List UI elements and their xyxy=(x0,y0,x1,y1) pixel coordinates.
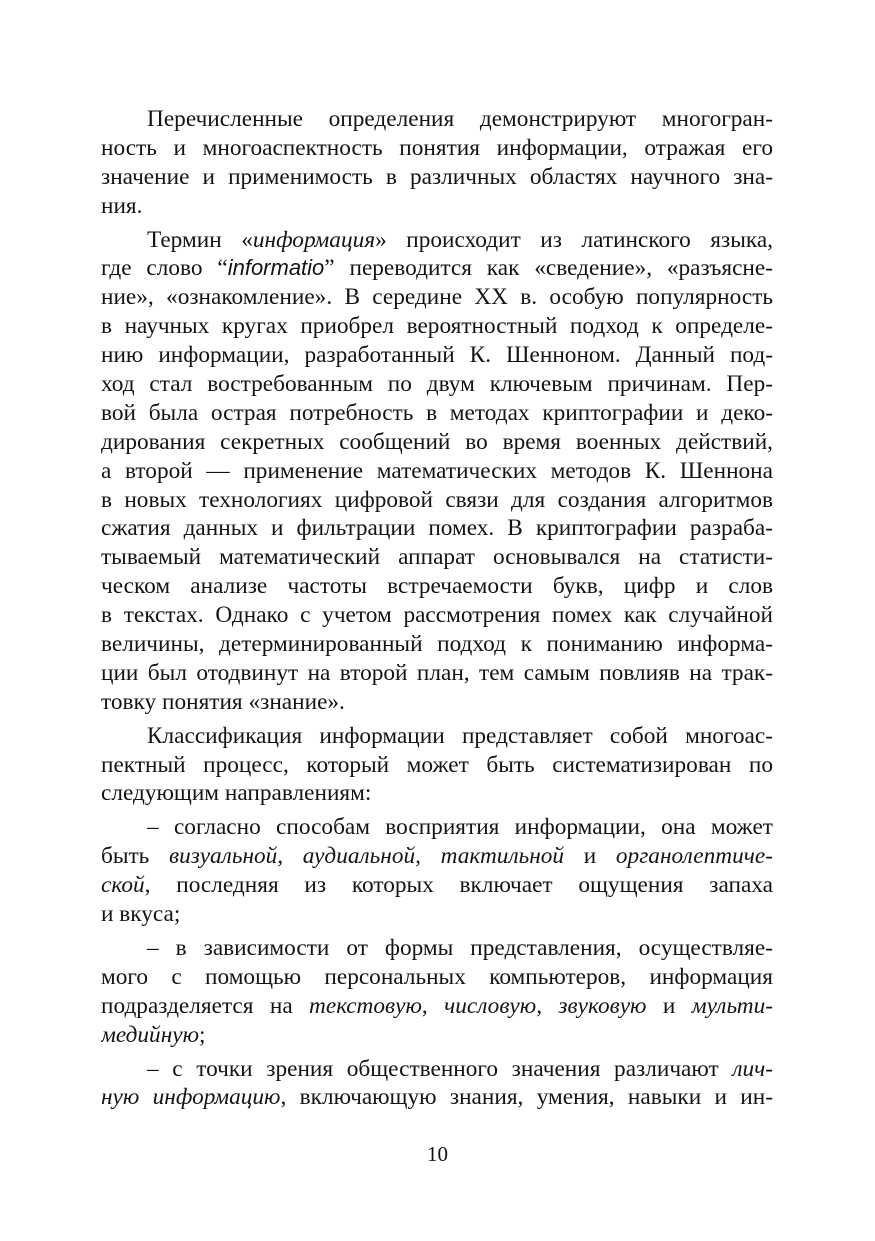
text-line: вой была острая потребность в методах криптографии и деко- xyxy=(101,399,773,426)
text-line: медийную; xyxy=(101,1021,206,1048)
text-line: нию информации, разработанный К. Шенноном. Данный под- xyxy=(101,342,773,369)
text-line: ную информацию, включающую знания, умения, навыки и ин- xyxy=(101,1084,773,1111)
text-line: ческом анализе частоты встречаемости букв, цифр и слов xyxy=(101,573,773,600)
paragraph-3 xyxy=(101,722,773,809)
list-item xyxy=(101,813,773,929)
text-line: подразделяется на текстовую, числовую, звуковую и мульти- xyxy=(101,992,773,1019)
text-line: ность и многоаспектность понятия информации, отражая его xyxy=(101,134,773,161)
list-item xyxy=(101,934,773,1050)
text-line: дирования секретных сообщений во время военных действий, xyxy=(101,428,773,455)
text-line: товку понятия «знание». xyxy=(101,688,345,715)
list-item xyxy=(101,1055,773,1113)
text-line: и вкуса; xyxy=(101,901,181,928)
term-italic: информация xyxy=(252,226,376,253)
text-line: ние», «ознакомление». В середине XX в. особую популярность xyxy=(101,284,773,311)
text-line: тываемый математический аппарат основывался на статисти- xyxy=(101,544,773,571)
text-line: величины, детерминированный подход к пониманию информа- xyxy=(101,631,773,658)
text-line: в научных кругах приобрел вероятностный подход к определе- xyxy=(101,313,773,340)
text-line: пектный процесс, который может быть систематизирован по xyxy=(101,751,773,778)
text-line: Термин «информация» происходит из латинского языка, xyxy=(147,226,773,253)
text-line: – с точки зрения общественного значения различают лич- xyxy=(147,1055,773,1082)
latin-term: informatio xyxy=(227,255,325,281)
text-line: – в зависимости от формы представления, осуществляе- xyxy=(147,934,773,961)
text-line: в текстах. Однако с учетом рассмотрения помех как случайной xyxy=(101,602,773,629)
text-line: ции был отодвинут на второй план, тем самым повлияв на трак- xyxy=(101,659,773,686)
text-line: мого с помощью персональных компьютеров, информация xyxy=(101,963,773,990)
text-line: в новых технологиях цифровой связи для создания алгоритмов xyxy=(101,486,773,513)
text-line: Перечисленные определения демонстрируют многогран- xyxy=(147,106,773,132)
text-line: ния. xyxy=(101,192,143,219)
paragraph-2 xyxy=(101,226,773,717)
text-line: ход стал востребованным по двум ключевым причинам. Пер- xyxy=(101,371,773,398)
text-line: – согласно способам восприятия информации, она может xyxy=(147,814,773,841)
text-line: сжатия данных и фильтрации помех. В криптографии разраба- xyxy=(101,515,773,542)
paragraph-1 xyxy=(101,105,773,221)
text-line: значение и применимость в различных областях научного зна- xyxy=(101,163,773,190)
document-page xyxy=(101,105,773,1112)
page-number: 10 xyxy=(427,1142,448,1166)
text-line: Классификация информации представляет собой многоас- xyxy=(147,722,773,749)
text-line: а второй — применение математических методов К. Шеннона xyxy=(101,457,773,484)
text-line: где слово “informatio” переводится как «сведение», «разъясне- xyxy=(101,255,773,282)
text-line: быть визуальной, аудиальной, тактильной и органолептиче- xyxy=(101,843,773,870)
text-line: ской, последняя из которых включает ощущения запаха xyxy=(101,872,773,899)
text-line: следующим направлениям: xyxy=(101,780,372,807)
